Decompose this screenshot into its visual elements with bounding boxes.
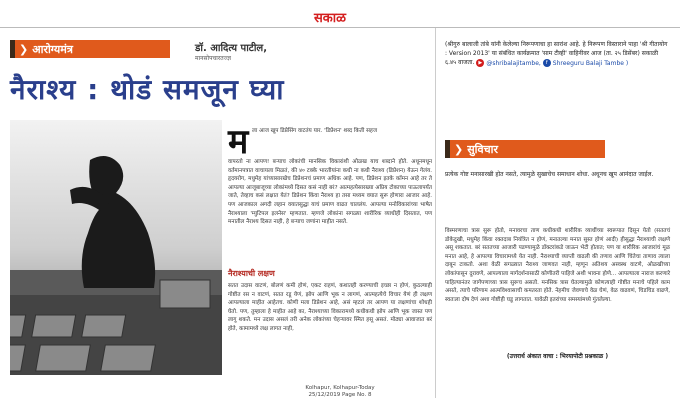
tag-bar — [10, 40, 15, 58]
section-tag — [10, 40, 170, 58]
article-photo — [10, 120, 222, 375]
suvichar-quote: प्रत्येक गोष्ट मनासारखी होत नसते, त्यामुळे सुखाचेच समाधान शोधा. अधूनच खूप आनंदात जाईल. — [445, 171, 654, 178]
continuation-credit: (उत्तरार्ध अंकात वाचा : भिरयापोटी प्रश्नकाळ ) — [506, 353, 609, 360]
promo-block — [445, 40, 670, 68]
footer-edition: Kolhapur, Kolhapur-Today — [305, 385, 375, 391]
page-footer — [240, 385, 440, 399]
article-symptoms: सतत उदास वाटणं, बोलणं कमी होणं, एकट राहणं, कशातही करण्याची इच्छा न होणं, कुठल्याही गोष्टीत रस न वाटणं, सतत रडू येणं, झोप आणि भूक न लागणं, आत्महत्येचे विचार येणं ही लक्षण आपल्याला माहीत आहेतच. कोणी मला डिप्रेशन आहे, असं म्हटलं तर आपण या लक्षणांचा शोधही घेतो. पण, तुम्हाला हे माहीत आहे का, नैराश्याच्या विकारामध्ये कधीकधी झोप आणि भूक जास्त पण लागू शकते. मन उदास असलं तरी अनेक लोकांच्या चेहऱ्यावर स्मित हसू असतं. मोठ्या आवाजात बरं होते, कामामध्ये लक्ष लागत नाही, — [228, 283, 432, 332]
chevron-right-icon: ❯ — [19, 42, 29, 56]
section-subhead: नैराश्याची लक्षण — [228, 269, 275, 278]
masthead-logo: सकाळ — [313, 11, 347, 26]
article-continuation: विस्मरणाचा त्रास सुरू होतो, मनावरचा ताण कधीकधी शारीरिक व्याधींच्या स्वरूपात दिसून येतो (सततचं डोकेदुखी, मधुमेह किंवा रक्तदाब नियंत्रित न होणं, मनातल्या मनात सुस्त होणं आदी) हीसुद्धा नैराश्याची लक्षणे असू शकतात. बरं सततच्या आजारी पडण्यामुळे डॉक्टरांकडे जाऊन भेटी होतात; पण या शारीरिक आजारांचं मूळ मनात आहे, हे आपल्या विचारामध्ये येत नाही. नैराश्याची व्याप्ती वाढली की तणाव आणि चिंतेचा ताणाव त्याला दाबून टाकतो. अशा वेळी सगळ्यात नैराश्य जाणवत नाही, म्हणून अतिशय अस्वस्थ वाटणे, ओळखीच्या लोकांपासून दुरावणे, आपल्याला मार्गदर्शनासाठी कोणीतरी पाहिजे अशी भावना होणे... आपल्याला नाराज करणारे पाहिल्यानंतर जागेपणाच्या त्रास सुरूच असतो. मनसिक त्रास घेतल्यामुळे कोणत्याही गोष्टीत मनाचे पहिले काम असते, त्याचे परिणाम आत्मविश्वासाची कमतरता होते. नेहमीच जेवणाचे वेळ घेणं, वेळ वाढवणं, चिडचिड वाढणे, स्वतःला दोष देणं अशा गोष्टीही घडू लागतात. यावेळी इतरांच्या समस्यांमध्ये गुंतलेल्या. — [445, 228, 670, 303]
chevron-right-icon: ❯ — [454, 142, 464, 156]
youtube-handle: ▶ @shribalajitambe, — [476, 59, 541, 68]
column-divider — [435, 28, 436, 398]
suvichar-label: सुविचार — [467, 142, 498, 156]
suvichar-tag — [445, 140, 605, 158]
facebook-handle: f Shreeguru Balaji Tambe ) — [543, 59, 628, 68]
author-role: मानसोपचारतज्ज्ञ — [195, 55, 232, 62]
tag-bar — [445, 140, 450, 158]
author-name: डॉ. आदित्य पाटील, — [195, 43, 268, 54]
headline: नैराश्य : थोडं समजून घ्या — [10, 73, 285, 106]
facebook-icon: f — [543, 59, 551, 67]
article-intro-first: ला आज खूप डिप्रेसिंग वाटतंय यार. 'डिप्रेशन' शब्द किती सहज — [252, 128, 377, 134]
dropcap: म — [228, 122, 249, 162]
masthead-divider — [0, 27, 680, 28]
article-intro: वापरतो ना आपण! बऱ्याच लोकांची मानसिक विकारांशी ओळख याच शब्दाने होते. अधूनमधून वर्तमानपत्रात वाचायला मिळतं, की ४० टक्के भारतीयांना कधी ना कधी नैराश्य (डिप्रेशन) येऊन गेलंय. हृदयरोग, मधुमेह यांच्यासारखेच डिप्रेशनचं प्रमाण अधिक आहे. पण, डिप्रेशन इतके कॉमन आहे तर ते आपल्या आजूबाजूच्या लोकांमध्ये दिसत कसं नाही बरं? आत्महत्येसारख्या अप्रिय टोकाच्या पाऊलापर्यंत जाते, तेव्हाच कसं लक्षात येतं? डिप्रेशन किंवा नैराश्य हा तसा मध्यम वयात सुरू होणारा आजार आहे. पण आजकाल अगदी लहान वयातसुद्धा याचं प्रमाण वाढत चाललंय. आपल्या मनोविकारांच्या भाषेत नैराश्याला 'म्युटिपल इलनेस' म्हणतात. म्हणजे लोकांना सगळ्या शारीरिक व्याधीही दिसतात, पण मनातील नैराश्य दिसत नाही, हे बऱ्याच जणांना माहीत नसते. — [228, 159, 432, 226]
youtube-icon: ▶ — [476, 59, 484, 67]
promo-text: (श्रीगुरु बालाजी तांबे यांनी केलेल्या निरूपणाचा हा सारांश आहे. हे निरूपण विस्ताराने पाहा 'श्री गीतायोग : Version 2013' या संबंधित कार्यक्रमात 'साम टीव्ही' वाहिनीवर आज (ता. २५ डिसेंबर) सकाळी ६.४५ वाजता. — [445, 41, 668, 66]
footer-date: 25/12/2019 Page No. 8 — [308, 392, 372, 398]
section-label: आरोग्यमंत्र — [32, 42, 73, 56]
